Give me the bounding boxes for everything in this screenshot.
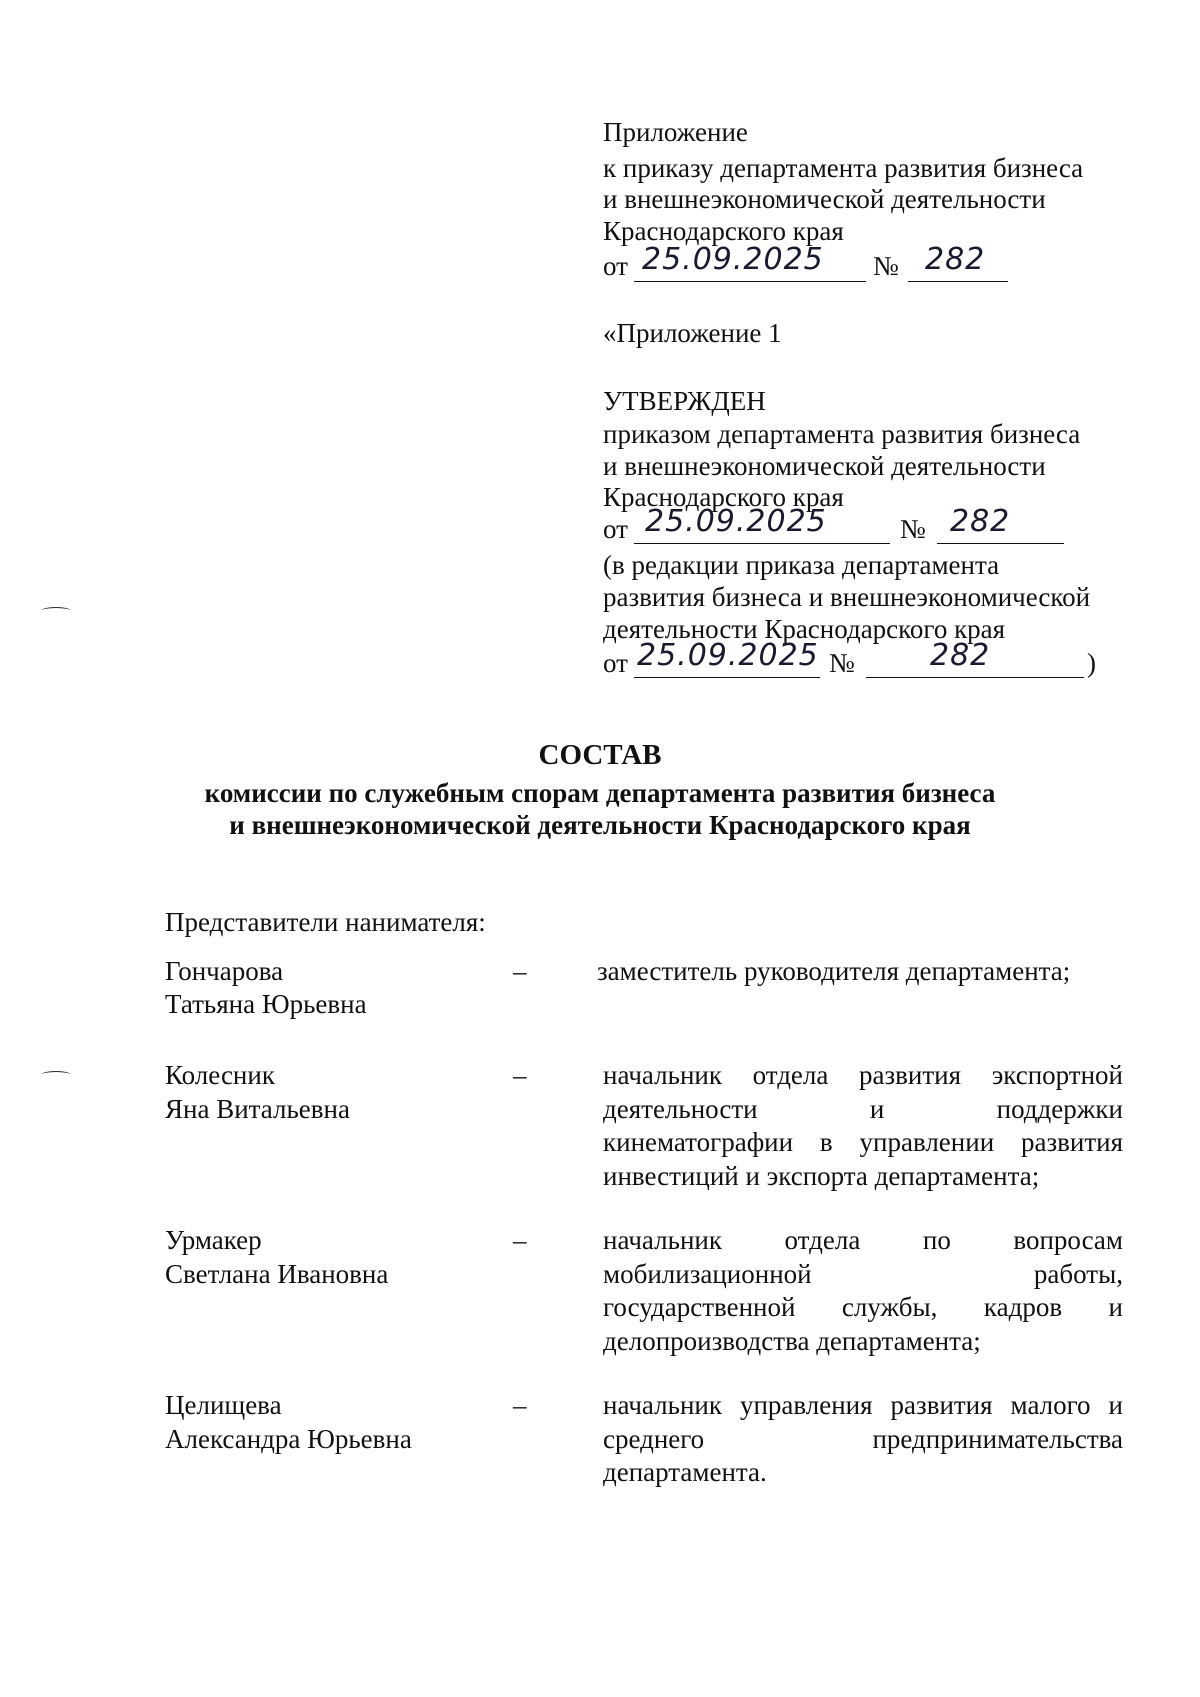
approved-number-handwritten: 282	[950, 504, 1011, 539]
approved-ot-label: от	[603, 514, 628, 544]
appendix-line-2: к приказу департамента развития бизнеса	[603, 153, 1084, 183]
edition-number-handwritten: 282	[930, 638, 991, 673]
member-position-line: заместитель руководителя департамента;	[597, 956, 1071, 986]
edition-line-3: деятельности Краснодарского края	[603, 614, 1006, 644]
approved-date-underline	[634, 543, 890, 544]
approved-title: УТВЕРЖДЕН	[603, 386, 766, 416]
member-surname: Гончарова	[165, 956, 284, 986]
appendix-date-underline	[634, 281, 866, 282]
edition-number-underline	[866, 677, 1084, 678]
member-position-line: начальник отдела развития экспортной	[603, 1060, 1123, 1090]
edition-date-handwritten: 25.09.2025	[637, 638, 819, 673]
appendix-ot-label: от	[603, 251, 628, 281]
margin-mark	[42, 607, 70, 614]
edition-line-2: развития бизнеса и внешнеэкономической	[603, 582, 1091, 612]
approved-number-label: №	[900, 514, 926, 544]
appendix-line-4: Краснодарского края	[603, 216, 844, 246]
appendix-line-3: и внешнеэкономической деятельности	[603, 184, 1046, 214]
edition-line-1: (в редакции приказа департамента	[603, 550, 1000, 580]
member-surname: Колесник	[165, 1060, 275, 1090]
member-name: Яна Витальевна	[165, 1094, 350, 1124]
appendix-number-handwritten: 282	[925, 242, 986, 277]
member-position-line: кинематографии в управлении развития	[603, 1127, 1123, 1157]
appendix-date-handwritten: 25.09.2025	[642, 242, 824, 277]
member-surname: Целищева	[165, 1390, 282, 1420]
member-position-line: государственной службы, кадров и	[603, 1292, 1123, 1322]
member-position-line: деятельности и поддержки	[603, 1094, 1123, 1124]
appendix-number-underline	[908, 281, 1008, 282]
member-position-line: начальник отдела по вопросам	[603, 1225, 1123, 1255]
section-label: Представители нанимателя:	[165, 907, 486, 937]
appendix-1-label: «Приложение 1	[603, 318, 782, 348]
appendix-number-label: №	[873, 251, 899, 281]
edition-date-underline	[634, 677, 820, 678]
approved-number-underline	[937, 543, 1064, 544]
member-name: Александра Юрьевна	[165, 1424, 412, 1454]
appendix-label: Приложение	[603, 117, 748, 147]
member-position-line: инвестиций и экспорта департамента;	[603, 1161, 1040, 1191]
doc-subtitle-line-1: комиссии по служебным спорам департамента развития бизнеса	[204, 778, 996, 808]
member-dash: –	[513, 1060, 527, 1090]
edition-number-label: №	[829, 648, 855, 678]
member-position-line: начальник управления развития малого и	[603, 1390, 1123, 1420]
margin-mark	[42, 1071, 70, 1078]
member-dash: –	[513, 1390, 527, 1420]
member-position-line: департамента.	[603, 1457, 767, 1487]
approved-line-3: Краснодарского края	[603, 482, 844, 512]
member-name: Светлана Ивановна	[165, 1259, 389, 1289]
member-dash: –	[513, 956, 527, 986]
approved-line-1: приказом департамента развития бизнеса	[603, 419, 1081, 449]
member-surname: Урмакер	[165, 1225, 262, 1255]
member-dash: –	[513, 1225, 527, 1255]
doc-title: СОСТАВ	[538, 739, 662, 771]
approved-date-handwritten: 25.09.2025	[645, 504, 827, 539]
member-position-line: среднего предпринимательства	[603, 1424, 1123, 1454]
doc-subtitle-line-2: и внешнеэкономической деятельности Краснодарского края	[229, 810, 971, 840]
approved-line-2: и внешнеэкономической деятельности	[603, 451, 1046, 481]
member-position-line: делопроизводства департамента;	[603, 1326, 981, 1356]
member-position-line: мобилизационной работы,	[603, 1259, 1123, 1289]
member-name: Татьяна Юрьевна	[165, 989, 367, 1019]
edition-ot-label: от	[603, 648, 628, 678]
edition-close-paren: )	[1087, 648, 1096, 678]
